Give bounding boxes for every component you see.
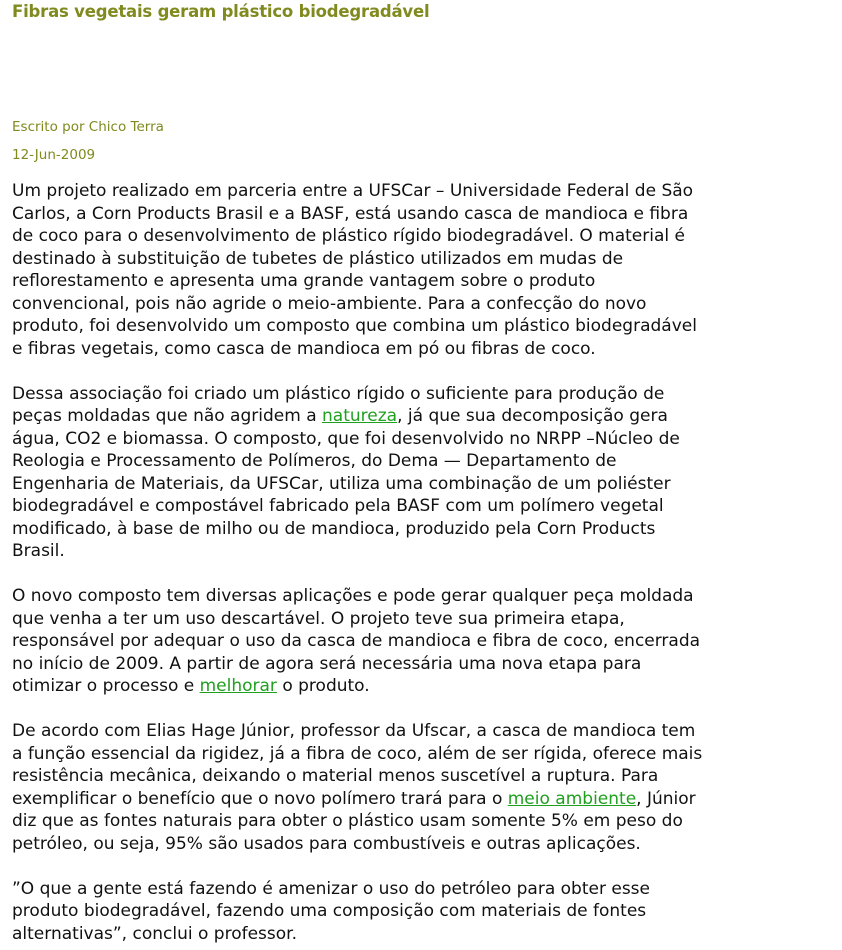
- paragraph-line: reflorestamento e apresenta uma grande vantagem sobre o produto: [12, 271, 596, 291]
- paragraph-line: que venha a ter um uso descartável. O projeto teve sua primeira etapa,: [12, 608, 625, 629]
- article-date: 12-Jun-2009: [12, 147, 96, 163]
- paragraph-line: de coco para o desenvolvimento de plástico rígido biodegradável. O material é: [12, 226, 685, 246]
- paragraph-text: otimizar o processo e: [12, 676, 200, 696]
- paragraph-line: no início de 2009. A partir de agora será necessária uma nova etapa para: [12, 653, 642, 674]
- article-paragraph-4: [12, 720, 838, 855]
- article-author: Escrito por Chico Terra: [12, 119, 164, 135]
- paragraph-line: [12, 405, 838, 428]
- melhorar-link[interactable]: melhorar: [199, 676, 277, 696]
- article-paragraph-3: [12, 585, 838, 698]
- paragraph-line: diz que as fontes naturais para obter o plástico usam somente 5% em peso do: [12, 811, 683, 831]
- paragraph-line: [12, 788, 838, 811]
- article-paragraph-5: [12, 878, 838, 946]
- paragraph-line: produto biodegradável, fazendo uma composição com materiais de fontes: [12, 901, 647, 921]
- paragraph-text: , já que sua decomposição gera: [397, 406, 668, 426]
- paragraph-line: responsável por adequar o uso da casca de mandioca e fibra de coco, encerrada: [12, 631, 701, 651]
- paragraph-line: De acordo com Elias Hage Júnior, professor da Ufscar, a casca de mandioca tem: [12, 721, 696, 741]
- paragraph-text: exemplificar o benefício que o novo polímero trará para o: [12, 788, 508, 809]
- natureza-link[interactable]: natureza: [322, 406, 398, 426]
- paragraph-line: alternativas”, conclui o professor.: [12, 923, 297, 944]
- paragraph-line: água, CO2 e biomassa. O composto, que foi desenvolvido no NRPP –Núcleo de: [12, 428, 680, 449]
- paragraph-text: , Júnior: [636, 788, 696, 809]
- paragraph-line: Dessa associação foi criado um plástico rígido o suficiente para produção de: [12, 383, 665, 404]
- paragraph-line: Brasil.: [12, 541, 65, 561]
- article-title: Fibras vegetais geram plástico biodegradável: [12, 2, 430, 21]
- paragraph-line: resistência mecânica, deixando o material menos suscetível a ruptura. Para: [12, 766, 659, 786]
- article-paragraph-2: [12, 383, 838, 563]
- paragraph-line: modificado, à base de milho ou de mandioca, produzido pela Corn Products: [12, 518, 656, 539]
- meio-ambiente-link[interactable]: meio ambiente: [507, 788, 637, 809]
- article-body: [12, 180, 838, 945]
- paragraph-line: O novo composto tem diversas aplicações e pode gerar qualquer peça moldada: [12, 586, 694, 606]
- paragraph-line: destinado à substituição de tubetes de plástico utilizados em mudas de: [12, 248, 624, 269]
- paragraph-line: ”O que a gente está fazendo é amenizar o uso do petróleo para obter esse: [12, 878, 650, 899]
- paragraph-line: Reologia e Processamento de Polímeros, do Dema — Departamento de: [12, 451, 617, 471]
- paragraph-line: biodegradável e compostável fabricado pela BASF com um polímero vegetal: [12, 496, 664, 516]
- paragraph-line: convencional, pois não agride o meio-ambiente. Para a confecção do novo: [12, 293, 647, 314]
- paragraph-text: o produto.: [276, 676, 370, 696]
- paragraph-line: [12, 675, 838, 698]
- paragraph-line: a função essencial da rigidez, já a fibra de coco, além de ser rígida, oferece mais: [12, 743, 703, 764]
- paragraph-line: Um projeto realizado em parceria entre a UFSCar – Universidade Federal de São: [12, 181, 694, 201]
- paragraph-line: petróleo, ou seja, 95% são usados para combustíveis e outras aplicações.: [12, 833, 641, 854]
- paragraph-line: Engenharia de Materiais, da UFSCar, utiliza uma combinação de um poliéster: [12, 473, 671, 494]
- paragraph-line: produto, foi desenvolvido um composto que combina um plástico biodegradável: [12, 316, 697, 336]
- paragraph-line: Carlos, a Corn Products Brasil e a BASF, está usando casca de mandioca e fibra: [12, 203, 689, 224]
- paragraph-line: e fibras vegetais, como casca de mandioca em pó ou fibras de coco.: [12, 338, 596, 359]
- article-paragraph-1: [12, 180, 838, 360]
- paragraph-text: peças moldadas que não agridem a: [12, 406, 323, 426]
